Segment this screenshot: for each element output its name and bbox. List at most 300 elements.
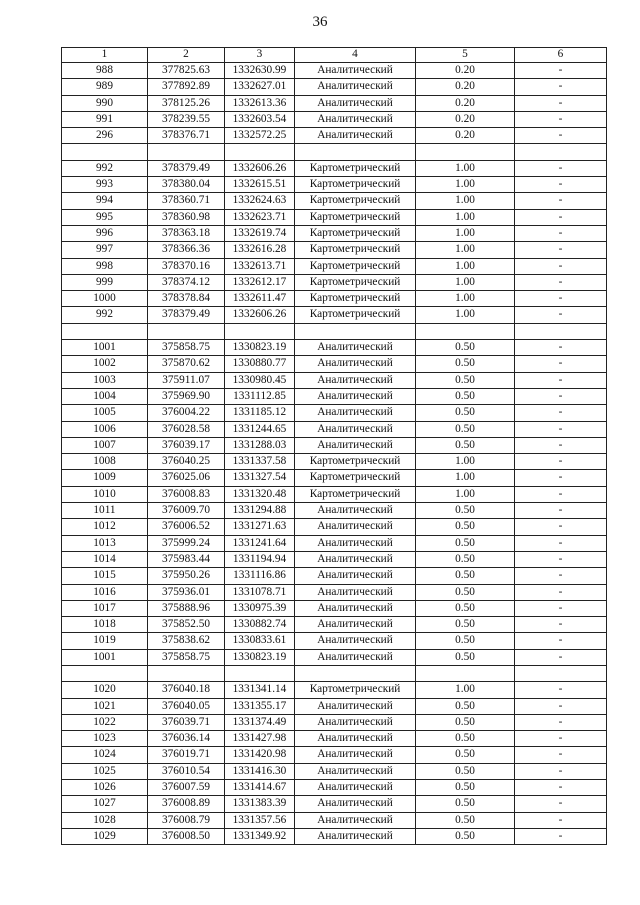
note-cell: - — [515, 812, 607, 828]
accuracy-cell: 1.00 — [416, 682, 515, 698]
x-coordinate-cell: 376028.58 — [148, 421, 225, 437]
y-coordinate-cell: 1331112.85 — [225, 388, 295, 404]
table-row — [62, 763, 607, 779]
accuracy-cell: 0.50 — [416, 519, 515, 535]
method-cell: Аналитический — [295, 731, 416, 747]
accuracy-cell — [416, 144, 515, 160]
table-row — [62, 144, 607, 160]
method-cell: Аналитический — [295, 340, 416, 356]
y-coordinate-cell: 1331383.39 — [225, 796, 295, 812]
x-coordinate-cell: 378363.18 — [148, 225, 225, 241]
x-coordinate-cell: 375983.44 — [148, 551, 225, 567]
x-coordinate-cell: 377892.89 — [148, 79, 225, 95]
note-cell: - — [515, 225, 607, 241]
y-coordinate-cell: 1332630.99 — [225, 63, 295, 79]
x-coordinate-cell: 378125.26 — [148, 95, 225, 111]
x-coordinate-cell: 375936.01 — [148, 584, 225, 600]
note-cell: - — [515, 535, 607, 551]
x-coordinate-cell: 376040.25 — [148, 454, 225, 470]
accuracy-cell: 1.00 — [416, 274, 515, 290]
note-cell: - — [515, 763, 607, 779]
table-row — [62, 617, 607, 633]
method-cell: Картометрический — [295, 682, 416, 698]
accuracy-cell: 0.50 — [416, 812, 515, 828]
y-coordinate-cell: 1332613.36 — [225, 95, 295, 111]
note-cell: - — [515, 356, 607, 372]
accuracy-cell: 0.50 — [416, 535, 515, 551]
column-header-2: 2 — [148, 48, 225, 63]
table-body — [62, 63, 607, 845]
note-cell: - — [515, 486, 607, 502]
y-coordinate-cell: 1331327.54 — [225, 470, 295, 486]
point-number-cell: 992 — [62, 307, 148, 323]
note-cell: - — [515, 128, 607, 144]
x-coordinate-cell: 376025.06 — [148, 470, 225, 486]
method-cell — [295, 665, 416, 681]
method-cell: Картометрический — [295, 274, 416, 290]
note-cell: - — [515, 780, 607, 796]
method-cell: Аналитический — [295, 714, 416, 730]
accuracy-cell: 0.50 — [416, 763, 515, 779]
x-coordinate-cell: 376007.59 — [148, 780, 225, 796]
method-cell: Аналитический — [295, 437, 416, 453]
note-cell: - — [515, 731, 607, 747]
point-number-cell: 1026 — [62, 780, 148, 796]
note-cell: - — [515, 454, 607, 470]
point-number-cell: 995 — [62, 209, 148, 225]
x-coordinate-cell: 378374.12 — [148, 274, 225, 290]
table-row — [62, 63, 607, 79]
note-cell: - — [515, 209, 607, 225]
point-number-cell: 1017 — [62, 600, 148, 616]
y-coordinate-cell: 1332623.71 — [225, 209, 295, 225]
accuracy-cell: 0.50 — [416, 747, 515, 763]
x-coordinate-cell: 378366.36 — [148, 242, 225, 258]
accuracy-cell: 0.20 — [416, 128, 515, 144]
method-cell: Картометрический — [295, 470, 416, 486]
y-coordinate-cell: 1331349.92 — [225, 828, 295, 844]
note-cell: - — [515, 405, 607, 421]
point-number-cell: 1004 — [62, 388, 148, 404]
point-number-cell: 1020 — [62, 682, 148, 698]
x-coordinate-cell: 378376.71 — [148, 128, 225, 144]
method-cell: Аналитический — [295, 535, 416, 551]
x-coordinate-cell: 376004.22 — [148, 405, 225, 421]
method-cell: Картометрический — [295, 258, 416, 274]
table-row — [62, 372, 607, 388]
x-coordinate-cell: 375858.75 — [148, 340, 225, 356]
accuracy-cell: 1.00 — [416, 242, 515, 258]
point-number-cell: 1008 — [62, 454, 148, 470]
accuracy-cell — [416, 665, 515, 681]
method-cell: Аналитический — [295, 828, 416, 844]
y-coordinate-cell: 1331416.30 — [225, 763, 295, 779]
method-cell: Аналитический — [295, 63, 416, 79]
header-row — [62, 48, 607, 63]
point-number-cell: 996 — [62, 225, 148, 241]
table-row — [62, 519, 607, 535]
table-row — [62, 633, 607, 649]
y-coordinate-cell: 1330833.61 — [225, 633, 295, 649]
note-cell: - — [515, 193, 607, 209]
accuracy-cell: 1.00 — [416, 454, 515, 470]
x-coordinate-cell: 375950.26 — [148, 568, 225, 584]
method-cell: Картометрический — [295, 177, 416, 193]
x-coordinate-cell: 376010.54 — [148, 763, 225, 779]
accuracy-cell: 1.00 — [416, 258, 515, 274]
y-coordinate-cell: 1330880.77 — [225, 356, 295, 372]
point-number-cell: 993 — [62, 177, 148, 193]
point-number-cell: 1010 — [62, 486, 148, 502]
y-coordinate-cell: 1332624.63 — [225, 193, 295, 209]
table-row — [62, 584, 607, 600]
point-number-cell: 1025 — [62, 763, 148, 779]
table-row — [62, 682, 607, 698]
table-row — [62, 225, 607, 241]
point-number-cell: 1029 — [62, 828, 148, 844]
note-cell: - — [515, 63, 607, 79]
accuracy-cell: 1.00 — [416, 177, 515, 193]
table-row — [62, 307, 607, 323]
x-coordinate-cell: 377825.63 — [148, 63, 225, 79]
table-row — [62, 193, 607, 209]
point-number-cell: 1009 — [62, 470, 148, 486]
table-row — [62, 812, 607, 828]
y-coordinate-cell: 1332611.47 — [225, 291, 295, 307]
point-number-cell: 997 — [62, 242, 148, 258]
point-number-cell: 1028 — [62, 812, 148, 828]
table-row — [62, 568, 607, 584]
note-cell: - — [515, 796, 607, 812]
table-row — [62, 128, 607, 144]
note-cell: - — [515, 242, 607, 258]
y-coordinate-cell — [225, 323, 295, 339]
y-coordinate-cell: 1331271.63 — [225, 519, 295, 535]
y-coordinate-cell: 1331337.58 — [225, 454, 295, 470]
table-row — [62, 454, 607, 470]
table-row — [62, 780, 607, 796]
point-number-cell: 1014 — [62, 551, 148, 567]
y-coordinate-cell: 1331185.12 — [225, 405, 295, 421]
accuracy-cell: 0.50 — [416, 356, 515, 372]
y-coordinate-cell: 1332612.17 — [225, 274, 295, 290]
point-number-cell: 1016 — [62, 584, 148, 600]
note-cell: - — [515, 437, 607, 453]
note-cell: - — [515, 714, 607, 730]
point-number-cell: 1027 — [62, 796, 148, 812]
table-row — [62, 665, 607, 681]
y-coordinate-cell: 1330882.74 — [225, 617, 295, 633]
table-row — [62, 698, 607, 714]
point-number-cell: 1024 — [62, 747, 148, 763]
point-number-cell: 1018 — [62, 617, 148, 633]
method-cell: Аналитический — [295, 128, 416, 144]
x-coordinate-cell: 376019.71 — [148, 747, 225, 763]
table-row — [62, 323, 607, 339]
table-row — [62, 796, 607, 812]
y-coordinate-cell: 1332627.01 — [225, 79, 295, 95]
point-number-cell: 1005 — [62, 405, 148, 421]
method-cell: Аналитический — [295, 649, 416, 665]
table-row — [62, 649, 607, 665]
method-cell: Аналитический — [295, 79, 416, 95]
method-cell: Аналитический — [295, 763, 416, 779]
point-number-cell — [62, 665, 148, 681]
point-number-cell: 1001 — [62, 340, 148, 356]
accuracy-cell: 1.00 — [416, 225, 515, 241]
point-number-cell: 1006 — [62, 421, 148, 437]
accuracy-cell: 0.50 — [416, 437, 515, 453]
y-coordinate-cell: 1330823.19 — [225, 340, 295, 356]
x-coordinate-cell: 376008.83 — [148, 486, 225, 502]
method-cell: Аналитический — [295, 584, 416, 600]
table-row — [62, 340, 607, 356]
accuracy-cell: 0.50 — [416, 405, 515, 421]
y-coordinate-cell: 1332616.28 — [225, 242, 295, 258]
accuracy-cell: 0.50 — [416, 600, 515, 616]
table-row — [62, 95, 607, 111]
x-coordinate-cell: 376008.79 — [148, 812, 225, 828]
accuracy-cell: 1.00 — [416, 193, 515, 209]
x-coordinate-cell: 375838.62 — [148, 633, 225, 649]
accuracy-cell: 1.00 — [416, 160, 515, 176]
method-cell: Картометрический — [295, 160, 416, 176]
method-cell: Аналитический — [295, 503, 416, 519]
point-number-cell: 989 — [62, 79, 148, 95]
table-row — [62, 177, 607, 193]
table-row — [62, 160, 607, 176]
x-coordinate-cell: 378379.49 — [148, 160, 225, 176]
x-coordinate-cell — [148, 323, 225, 339]
y-coordinate-cell — [225, 144, 295, 160]
note-cell: - — [515, 600, 607, 616]
accuracy-cell: 0.50 — [416, 796, 515, 812]
note-cell — [515, 665, 607, 681]
x-coordinate-cell: 375870.62 — [148, 356, 225, 372]
point-number-cell: 988 — [62, 63, 148, 79]
x-coordinate-cell: 376039.71 — [148, 714, 225, 730]
y-coordinate-cell: 1331116.86 — [225, 568, 295, 584]
method-cell: Аналитический — [295, 698, 416, 714]
point-number-cell: 991 — [62, 111, 148, 127]
y-coordinate-cell: 1331078.71 — [225, 584, 295, 600]
method-cell: Аналитический — [295, 633, 416, 649]
note-cell: - — [515, 649, 607, 665]
x-coordinate-cell: 376040.05 — [148, 698, 225, 714]
note-cell: - — [515, 274, 607, 290]
method-cell: Аналитический — [295, 568, 416, 584]
page-number: 36 — [312, 14, 328, 30]
table-row — [62, 470, 607, 486]
method-cell: Аналитический — [295, 617, 416, 633]
note-cell: - — [515, 258, 607, 274]
accuracy-cell: 1.00 — [416, 307, 515, 323]
y-coordinate-cell: 1331241.64 — [225, 535, 295, 551]
accuracy-cell: 0.50 — [416, 828, 515, 844]
note-cell: - — [515, 633, 607, 649]
x-coordinate-cell: 376008.50 — [148, 828, 225, 844]
method-cell: Аналитический — [295, 780, 416, 796]
accuracy-cell: 0.50 — [416, 584, 515, 600]
column-header-6: 6 — [515, 48, 607, 63]
table-row — [62, 291, 607, 307]
method-cell: Аналитический — [295, 519, 416, 535]
x-coordinate-cell: 378370.16 — [148, 258, 225, 274]
note-cell: - — [515, 503, 607, 519]
table-header — [62, 48, 607, 63]
y-coordinate-cell: 1332619.74 — [225, 225, 295, 241]
x-coordinate-cell: 375858.75 — [148, 649, 225, 665]
y-coordinate-cell: 1331294.88 — [225, 503, 295, 519]
x-coordinate-cell: 376040.18 — [148, 682, 225, 698]
accuracy-cell: 0.50 — [416, 698, 515, 714]
x-coordinate-cell: 378379.49 — [148, 307, 225, 323]
y-coordinate-cell: 1330823.19 — [225, 649, 295, 665]
y-coordinate-cell: 1331320.48 — [225, 486, 295, 502]
accuracy-cell: 0.50 — [416, 731, 515, 747]
x-coordinate-cell — [148, 144, 225, 160]
column-header-1: 1 — [62, 48, 148, 63]
x-coordinate-cell: 376036.14 — [148, 731, 225, 747]
point-number-cell: 1022 — [62, 714, 148, 730]
accuracy-cell: 1.00 — [416, 470, 515, 486]
method-cell: Аналитический — [295, 111, 416, 127]
table-row — [62, 551, 607, 567]
column-header-5: 5 — [416, 48, 515, 63]
x-coordinate-cell: 376039.17 — [148, 437, 225, 453]
accuracy-cell: 0.20 — [416, 79, 515, 95]
point-number-cell: 998 — [62, 258, 148, 274]
x-coordinate-cell: 375852.50 — [148, 617, 225, 633]
point-number-cell — [62, 323, 148, 339]
y-coordinate-cell: 1332606.26 — [225, 160, 295, 176]
accuracy-cell: 0.50 — [416, 388, 515, 404]
point-number-cell — [62, 144, 148, 160]
method-cell: Картометрический — [295, 291, 416, 307]
accuracy-cell: 0.50 — [416, 503, 515, 519]
y-coordinate-cell: 1332615.51 — [225, 177, 295, 193]
note-cell: - — [515, 95, 607, 111]
note-cell: - — [515, 111, 607, 127]
table-row — [62, 388, 607, 404]
accuracy-cell: 1.00 — [416, 291, 515, 307]
accuracy-cell: 0.50 — [416, 649, 515, 665]
point-number-cell: 1001 — [62, 649, 148, 665]
y-coordinate-cell: 1331357.56 — [225, 812, 295, 828]
note-cell: - — [515, 682, 607, 698]
note-cell: - — [515, 470, 607, 486]
point-number-cell: 1021 — [62, 698, 148, 714]
table-row — [62, 242, 607, 258]
coordinates-table — [61, 47, 607, 845]
table-row — [62, 486, 607, 502]
note-cell: - — [515, 291, 607, 307]
method-cell: Аналитический — [295, 372, 416, 388]
method-cell: Аналитический — [295, 356, 416, 372]
note-cell: - — [515, 828, 607, 844]
table-row — [62, 356, 607, 372]
x-coordinate-cell: 378380.04 — [148, 177, 225, 193]
x-coordinate-cell: 378378.84 — [148, 291, 225, 307]
table-row — [62, 421, 607, 437]
note-cell: - — [515, 584, 607, 600]
note-cell — [515, 323, 607, 339]
x-coordinate-cell: 378239.55 — [148, 111, 225, 127]
y-coordinate-cell: 1331194.94 — [225, 551, 295, 567]
column-header-3: 3 — [225, 48, 295, 63]
y-coordinate-cell: 1332603.54 — [225, 111, 295, 127]
point-number-cell: 296 — [62, 128, 148, 144]
accuracy-cell: 0.50 — [416, 617, 515, 633]
accuracy-cell: 0.50 — [416, 372, 515, 388]
note-cell: - — [515, 421, 607, 437]
point-number-cell: 994 — [62, 193, 148, 209]
accuracy-cell: 0.50 — [416, 551, 515, 567]
accuracy-cell: 0.50 — [416, 780, 515, 796]
table-row — [62, 209, 607, 225]
method-cell: Аналитический — [295, 95, 416, 111]
x-coordinate-cell: 376006.52 — [148, 519, 225, 535]
y-coordinate-cell: 1331374.49 — [225, 714, 295, 730]
accuracy-cell: 1.00 — [416, 486, 515, 502]
method-cell: Аналитический — [295, 551, 416, 567]
note-cell: - — [515, 551, 607, 567]
y-coordinate-cell: 1331420.98 — [225, 747, 295, 763]
accuracy-cell: 0.20 — [416, 63, 515, 79]
note-cell: - — [515, 617, 607, 633]
method-cell: Аналитический — [295, 405, 416, 421]
table-row — [62, 535, 607, 551]
note-cell: - — [515, 388, 607, 404]
note-cell: - — [515, 698, 607, 714]
y-coordinate-cell: 1331355.17 — [225, 698, 295, 714]
table-row — [62, 79, 607, 95]
note-cell: - — [515, 372, 607, 388]
table-row — [62, 747, 607, 763]
method-cell: Аналитический — [295, 747, 416, 763]
table-row — [62, 274, 607, 290]
y-coordinate-cell: 1331244.65 — [225, 421, 295, 437]
note-cell: - — [515, 79, 607, 95]
method-cell: Картометрический — [295, 225, 416, 241]
table-row — [62, 714, 607, 730]
table-row — [62, 258, 607, 274]
accuracy-cell: 0.50 — [416, 714, 515, 730]
table-row — [62, 828, 607, 844]
accuracy-cell — [416, 323, 515, 339]
y-coordinate-cell: 1330975.39 — [225, 600, 295, 616]
point-number-cell: 999 — [62, 274, 148, 290]
y-coordinate-cell: 1330980.45 — [225, 372, 295, 388]
method-cell: Картометрический — [295, 307, 416, 323]
accuracy-cell: 0.20 — [416, 95, 515, 111]
point-number-cell: 1012 — [62, 519, 148, 535]
point-number-cell: 1015 — [62, 568, 148, 584]
table-row — [62, 405, 607, 421]
method-cell — [295, 144, 416, 160]
method-cell: Картометрический — [295, 454, 416, 470]
method-cell: Картометрический — [295, 486, 416, 502]
table-row — [62, 600, 607, 616]
y-coordinate-cell: 1332572.25 — [225, 128, 295, 144]
x-coordinate-cell: 375969.90 — [148, 388, 225, 404]
point-number-cell: 1007 — [62, 437, 148, 453]
x-coordinate-cell: 375999.24 — [148, 535, 225, 551]
x-coordinate-cell: 376009.70 — [148, 503, 225, 519]
y-coordinate-cell: 1331414.67 — [225, 780, 295, 796]
note-cell — [515, 144, 607, 160]
note-cell: - — [515, 568, 607, 584]
